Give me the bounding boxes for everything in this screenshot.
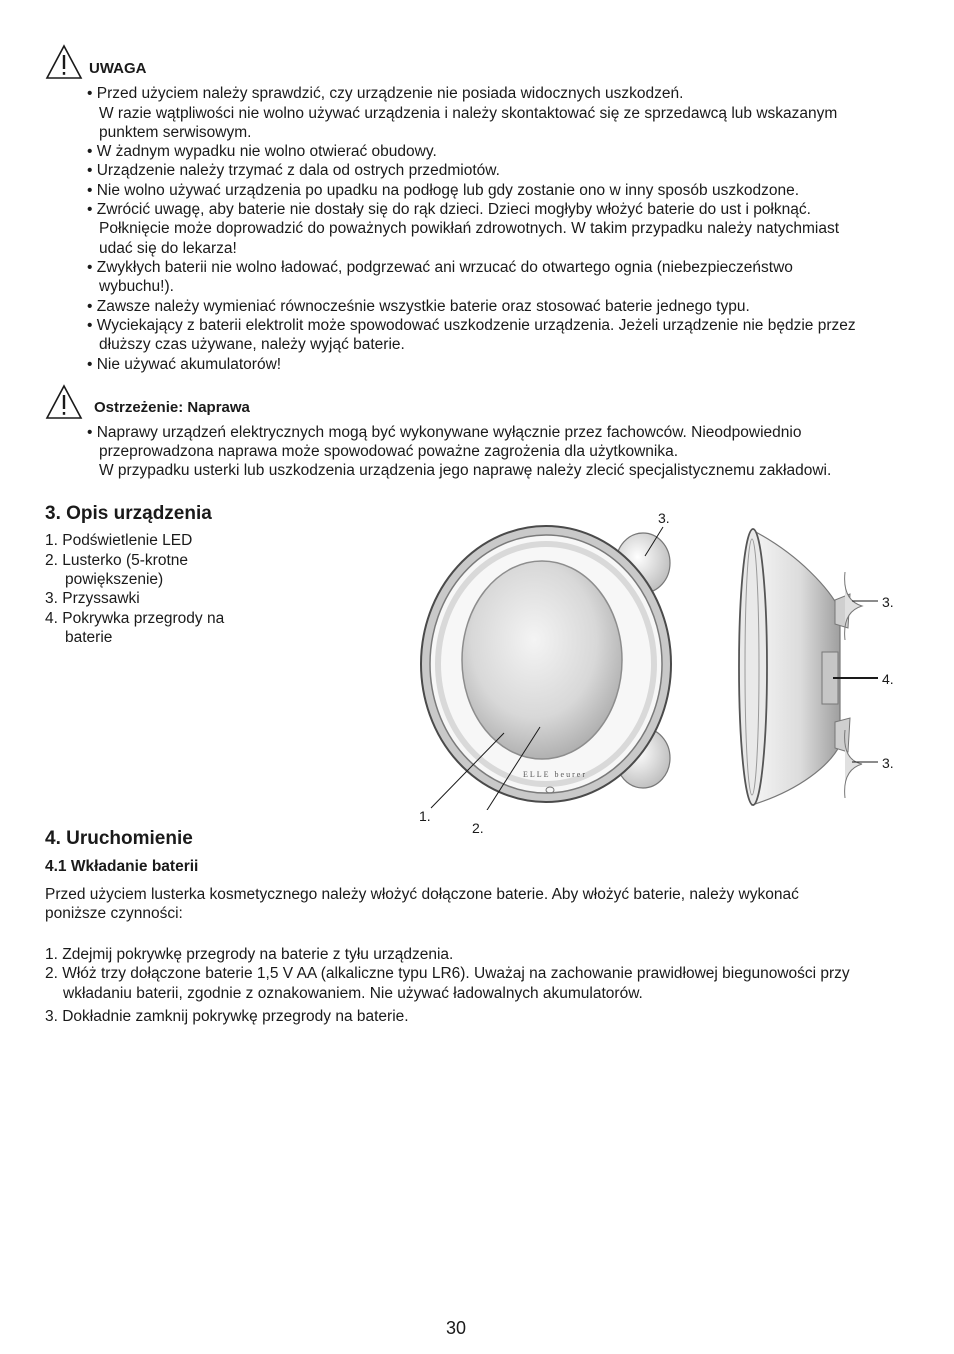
repair-line: przeprowadzona naprawa może spowodować poważne zagrożenia dla użytkownika. (99, 443, 679, 460)
warning-line: • Przed użyciem należy sprawdzić, czy urządzenie nie posiada widocznych uszkodzeń. (87, 85, 684, 102)
callout-label: 3. (882, 594, 894, 610)
warning-line: • Urządzenie należy trzymać z dala od ostrych przedmiotów. (87, 162, 500, 179)
warning-line: punktem serwisowym. (99, 124, 252, 141)
warning-line: • W żadnym wypadku nie wolno otwierać obudowy. (87, 143, 437, 160)
parts-list-item: 1. Podświetlenie LED (45, 532, 193, 549)
warning-line: W razie wątpliwości nie wolno używać urządzenia i należy skontaktować się ze sprzedawcą lub wskazanym (99, 105, 838, 122)
warning-line: • Nie używać akumulatorów! (87, 356, 282, 373)
callout-label: 3. (882, 755, 894, 771)
step-line: 1. Zdejmij pokrywkę przegrody na baterie z tyłu urządzenia. (45, 946, 454, 963)
step-line: wkładaniu baterii, zgodnie z oznakowaniem. Nie używać ładowalnych akumulatorów. (63, 985, 643, 1002)
warning-line: • Zwykłych baterii nie wolno ładować, podgrzewać ani wrzucać do otwartego ognia (niebezpieczeństwo (87, 259, 793, 276)
warning-line: • Zwrócić uwagę, aby baterie nie dostały się do rąk dzieci. Dzieci mogłyby włożyć baterie do ust i połknąć. (87, 201, 811, 218)
intro-line: poniższe czynności: (45, 905, 183, 922)
mirror-front-illustration (420, 520, 690, 810)
warning-line: • Wyciekający z baterii elektrolit może spowodować uszkodzenie urządzenia. Jeżeli urządzenie nie będzie przez (87, 317, 856, 334)
step-line: 3. Dokładnie zamknij pokrywkę przegrody na baterie. (45, 1008, 409, 1025)
intro-line: Przed użyciem lusterka kosmetycznego należy włożyć dołączone baterie. Aby włożyć baterie, należy wykonać (45, 886, 799, 903)
mirror-side-illustration (735, 525, 885, 810)
warning-title: UWAGA (89, 60, 147, 77)
parts-list-item: 4. Pokrywka przegrody na (45, 610, 225, 627)
step-line: 2. Włóż trzy dołączone baterie 1,5 V AA (alkaliczne typu LR6). Uważaj na zachowanie prawidłowej biegunowości przy (45, 965, 850, 982)
callout-label: 1. (419, 808, 431, 824)
callout-label: 2. (472, 820, 484, 836)
warning-triangle-icon (45, 44, 83, 80)
section-heading: 4. Uruchomienie (45, 828, 193, 849)
warning-line: • Nie wolno używać urządzenia po upadku na podłogę lub gdy zostanie ono w inny sposób uszkodzone. (87, 182, 800, 199)
section-heading: 3. Opis urządzenia (45, 503, 212, 524)
parts-list-item: 2. Lusterko (5-krotne (45, 552, 189, 569)
parts-list-item: powiększenie) (65, 571, 164, 588)
callout-label: 3. (658, 510, 670, 526)
warning-line: wybuchu!). (99, 278, 174, 295)
repair-line: W przypadku usterki lub uszkodzenia urządzenia jego naprawę należy zlecić specjalistycznemu zakładowi. (99, 462, 832, 479)
warning-triangle-icon (45, 384, 83, 420)
warning-line: Połknięcie może doprowadzić do poważnych powikłań zdrowotnych. W takim przypadku należy natychmiast (99, 220, 840, 237)
warning-line: dłuższy czas używane, należy wyjąć baterie. (99, 336, 405, 353)
repair-warning-title: Ostrzeżenie: Naprawa (94, 399, 250, 416)
parts-list-item: baterie (65, 629, 113, 646)
callout-label: 4. (882, 671, 894, 687)
brand-logo: ELLE beurer (523, 770, 587, 779)
warning-line: udać się do lekarza! (99, 240, 237, 257)
parts-list-item: 3. Przyssawki (45, 590, 140, 607)
repair-line: • Naprawy urządzeń elektrycznych mogą być wykonywane wyłącznie przez fachowców. Nieodpowiednio (87, 424, 802, 441)
warning-line: • Zawsze należy wymieniać równocześnie wszystkie baterie oraz stosować baterie jednego typu. (87, 298, 750, 315)
page-number: 30 (446, 1318, 467, 1338)
subsection-heading: 4.1 Wkładanie baterii (45, 858, 199, 875)
